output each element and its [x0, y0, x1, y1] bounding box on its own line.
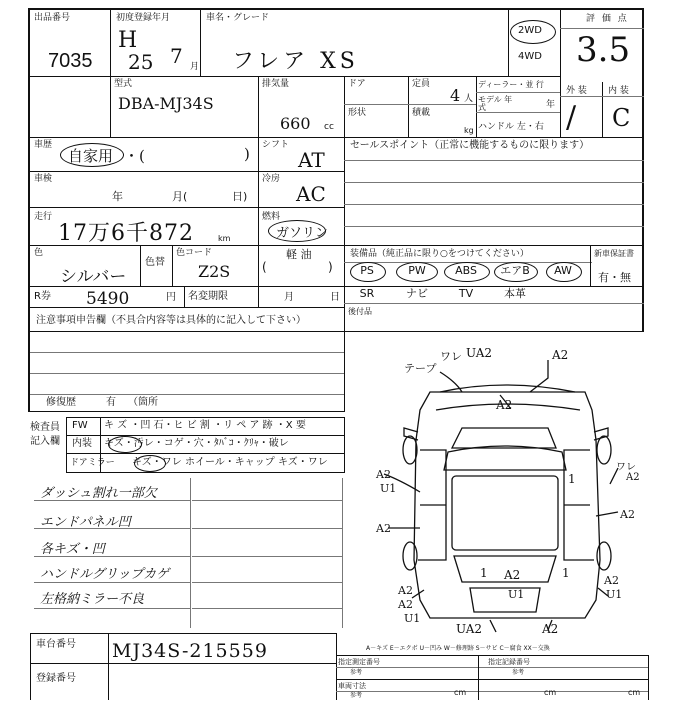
size-unit-2: cm	[544, 688, 557, 697]
fuel-label: 燃料	[262, 212, 281, 222]
cooler-label: 冷房	[262, 174, 281, 184]
chassis-value: MJ34S-215559	[112, 640, 268, 662]
mark-a2-left-bottom: A2	[398, 598, 413, 611]
repair-yes: 有	[106, 397, 116, 408]
record-no-sub: 参考	[512, 669, 525, 676]
first-reg-era: H	[118, 28, 138, 53]
mark-ua2-rear: UA2	[456, 622, 483, 636]
mark-u1-left-bottom: U1	[404, 612, 421, 625]
model-year-label: モデル 年式	[478, 95, 513, 112]
equip-navi: ナビ	[406, 287, 428, 300]
inspection-day: 日)	[232, 190, 248, 203]
notes-label: 注意事項申告欄（不具合内容等は具体的に記入して下さい）	[36, 315, 306, 326]
drive-4wd: 4WD	[518, 51, 542, 62]
mark-a2-front-right: A2	[552, 348, 569, 362]
inspection-label: 車検	[34, 174, 53, 184]
equip-tv: TV	[458, 287, 474, 300]
first-reg-month-unit: 月	[190, 62, 200, 72]
shift-value: AT	[298, 148, 325, 172]
equip-leather: 本革	[504, 287, 526, 300]
after-fitted-label: 後付品	[348, 307, 372, 316]
inspector-mirror: ドアミラー	[70, 458, 115, 468]
equip-pw: PW	[408, 264, 426, 277]
hand-note-2: エンドパネル凹	[40, 515, 131, 530]
inspector-interior: 内装	[72, 438, 92, 449]
fuel-paren-close: )	[328, 260, 333, 274]
name-change-label: 名変期限	[188, 291, 228, 302]
history-value: 自家用	[68, 147, 114, 165]
drive-2wd: 2WD	[518, 25, 542, 36]
handle-label: ハンドル 左・右	[478, 122, 544, 132]
model-year-unit: 年	[546, 100, 556, 110]
equip-abs: ABS	[455, 264, 477, 277]
displacement-value: 660	[280, 114, 311, 133]
fuel-paren-open: (	[262, 260, 267, 274]
mark-crack: ワレ	[440, 350, 462, 363]
color-value: シルバー	[60, 267, 127, 287]
measure-no-label: 指定測定番号	[338, 658, 380, 666]
hand-note-5: 左格納ミラー不良	[40, 592, 145, 607]
inspector-mirror-text: キズ・ワレ ホイール・キャップ キズ・ワレ	[132, 457, 328, 468]
first-reg-label: 初度登録年月	[116, 13, 171, 23]
exterior-value: /	[566, 100, 577, 135]
sales-point-label: セールスポイント（正常に機能するものに限ります）	[350, 140, 590, 151]
equip-sr: SR	[359, 287, 375, 300]
displacement-unit: cc	[324, 122, 334, 132]
shift-label: シフト	[262, 140, 290, 150]
name-change-day: 日	[330, 292, 340, 303]
size-unit-1: cm	[454, 688, 467, 697]
mark-1-right: 1	[568, 472, 576, 486]
hand-note-4: ハンドルグリップカゲ	[40, 567, 170, 582]
mark-ua2-top: UA2	[466, 346, 493, 360]
repair-place: （箇所	[128, 397, 158, 408]
inspector-fw: FW	[72, 420, 88, 431]
mark-1-rear: 1	[480, 566, 488, 580]
capacity-unit: 人	[464, 94, 474, 104]
equipment-label: 装備品（純正品に限り○をつけてください）	[350, 249, 529, 259]
displacement-label: 排気量	[262, 79, 290, 89]
fuel-value: ガソリン	[276, 226, 329, 241]
mark-crack-right: ワレ	[616, 462, 636, 473]
lot-number: 7035	[48, 50, 93, 72]
r-ken-label: R券	[34, 291, 51, 302]
name-change-month: 月	[284, 292, 294, 303]
inspector-label-1: 検査員	[30, 422, 60, 433]
interior-value: C	[612, 104, 631, 132]
mark-a2-rear-right: A2	[604, 574, 619, 587]
fuel-diesel: 軽 油	[286, 248, 312, 261]
chassis-label: 車台番号	[36, 639, 76, 650]
size-unit-3: cm	[628, 688, 641, 697]
vehicle-size-sub: 参考	[350, 692, 363, 699]
record-no-label: 指定記録番号	[488, 658, 530, 666]
mark-a2-right-2: A2	[620, 508, 635, 521]
new-warranty-label: 新車保証書	[594, 249, 634, 258]
inspector-interior-text: キズ・汚レ・コゲ・穴・ﾀﾊﾞｺ・ｸﾘｬ・破レ	[104, 438, 289, 449]
car-name-label: 車名・グレード	[206, 13, 270, 23]
cooler-value: AC	[296, 182, 326, 206]
r-ken-value: 5490	[86, 289, 130, 309]
model-value: DBA-MJ34S	[118, 94, 214, 113]
mark-a2-left-front: A2	[376, 468, 391, 481]
hand-note-1: ダッシュ割れ一部欠	[40, 486, 157, 501]
hand-note-3: 各キズ・凹	[40, 542, 105, 557]
inspection-year: 年	[112, 190, 123, 203]
color-label: 色	[34, 248, 44, 258]
lot-label: 出品番号	[34, 13, 71, 23]
mileage-value: 17万6千872	[58, 221, 194, 246]
mark-tape: テープ	[404, 362, 437, 375]
equip-ps: PS	[360, 264, 374, 277]
load-unit: kg	[464, 126, 474, 135]
inspector-fw-text: キ ズ ・凹 石・ヒ ビ 割 ・リ ペ ア 跡 ・X 要	[104, 420, 306, 431]
load-label: 積載	[412, 108, 431, 118]
color-change-label: 色替	[145, 257, 165, 268]
registration-label: 登録番号	[36, 673, 76, 684]
capacity-value: 4	[450, 86, 461, 105]
grade-value: 3.5	[576, 30, 631, 70]
repair-label: 修復歴	[46, 397, 76, 408]
inspector-label-2: 記入欄	[30, 436, 60, 447]
first-reg-month: 7	[170, 44, 183, 68]
equip-aw: AW	[554, 264, 572, 277]
measure-no-sub: 参考	[350, 669, 363, 676]
door-label: ドア	[348, 79, 366, 89]
mark-u1-left: U1	[380, 482, 397, 495]
mark-a2-hood: A2	[496, 398, 513, 412]
body-shape-label: 形状	[348, 108, 367, 118]
mark-u1-rear-right: U1	[606, 588, 623, 601]
new-warranty-value: 有・無	[598, 271, 631, 284]
mark-a2-right-1: A2	[626, 472, 640, 483]
dealer-label: ディーラー・並 行	[478, 80, 544, 89]
capacity-label: 定員	[412, 79, 431, 89]
mileage-label: 走行	[34, 212, 53, 222]
equip-airbag: エアB	[500, 264, 530, 277]
model-label: 型式	[114, 79, 133, 89]
history-rest: ・(	[124, 147, 145, 165]
mark-1-rear-right: 1	[562, 566, 570, 580]
grade-label: 評 価 点	[586, 14, 629, 24]
mark-a2-rear: A2	[504, 568, 521, 582]
mark-u1-rear: U1	[508, 588, 525, 601]
mark-a2-bottom: A2	[542, 622, 559, 636]
history-close: )	[244, 145, 250, 163]
damage-legend: A－キズ E－エクボ U－凹み W－修理跡 S－サビ C－腐食 XX－交換	[366, 645, 550, 652]
car-name-value: フレア XS	[232, 49, 359, 74]
exterior-label: 外 装	[566, 86, 587, 96]
vehicle-size-label: 車両寸法	[338, 682, 366, 690]
first-reg-year: 25	[128, 50, 154, 74]
inspection-month: 月(	[172, 190, 188, 203]
mark-a2-rear-left: A2	[398, 584, 413, 597]
mileage-unit: km	[218, 234, 231, 243]
mark-a2-left-mid: A2	[376, 522, 391, 535]
r-ken-unit: 円	[166, 292, 176, 303]
interior-label: 内 装	[608, 86, 629, 96]
color-code-label: 色コード	[176, 248, 213, 258]
color-code-value: Z2S	[198, 262, 231, 281]
history-label: 車歴	[34, 140, 53, 150]
